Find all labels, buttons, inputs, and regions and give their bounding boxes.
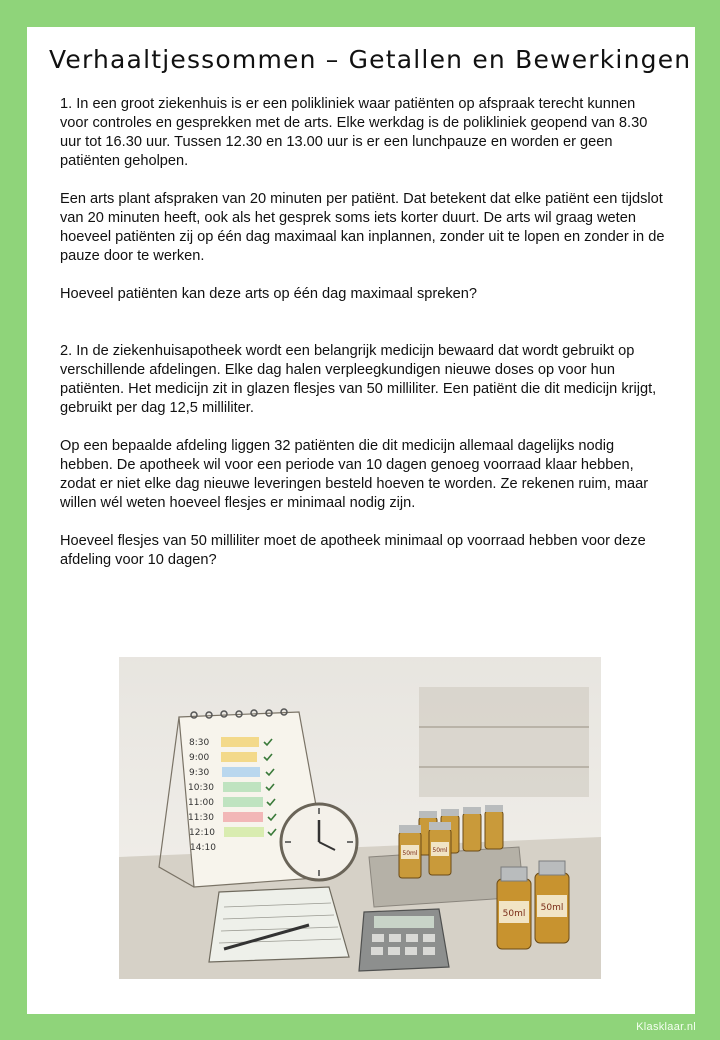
vial-label: 50ml: [502, 909, 526, 919]
vial-icon: [497, 867, 531, 949]
clipboard-icon: [209, 887, 349, 962]
problem-2-paragraph-2: Op een bepaalde afdeling liggen 32 patiënten die dit medicijn allemaal dagelijks nodig hebben. De apotheek wil voor een periode van 10 dagen genoeg voorraad klaar hebben, zodat er niet elke dag nieuwe leveringen besteld hoeven te worden. Ze rekenen ruim, maar willen wél weten hoeveel flesjes er minimaal nodig zijn.: [60, 438, 649, 511]
problem-1: [60, 95, 666, 304]
clock-icon: [281, 804, 357, 880]
problem-2: [60, 342, 666, 570]
time-label: 9:30: [189, 768, 210, 778]
problem-1-paragraph-1: 1. In een groot ziekenhuis is er een polikliniek waar patiënten op afspraak terecht kunnen voor controles en gesprekken met de arts. Elke werkdag is de polikliniek geopend van 8.30 uur tot 16.30 uur. Tussen 12.30 en 13.00 uur is er een lunchpauze en worden er geen patiënten geholpen.: [60, 96, 648, 169]
problem-2-question: Hoeveel flesjes van 50 milliliter moet de apotheek minimaal op voorraad hebben voor deze afdeling voor 10 dagen?: [60, 533, 646, 568]
time-label: 9:00: [189, 753, 210, 763]
time-label: 12:10: [189, 828, 215, 838]
worksheet-page: [27, 27, 695, 1014]
problems-content: [60, 95, 666, 570]
footer-brand: Klasklaar.nl: [636, 1021, 696, 1033]
calculator-icon: [359, 909, 449, 971]
hospital-illustration: [119, 657, 601, 979]
time-label: 11:30: [188, 813, 214, 823]
time-label: 11:00: [188, 798, 214, 808]
time-label: 14:10: [190, 843, 216, 853]
vial-label: 50ml: [402, 850, 418, 857]
vial-icon: [535, 861, 569, 943]
page-title: Verhaaltjessommen – Getallen en Bewerkingen: [49, 45, 692, 74]
time-label: 10:30: [188, 783, 214, 793]
problem-1-paragraph-2: Een arts plant afspraken van 20 minuten per patiënt. Dat betekent dat elke patiënt een tijdslot van 20 minuten heeft, ook als het gesprek soms iets korter duurt. De arts wil graag weten hoeveel patiënten zij op één dag maximaal kan inplannen, zonder uit te lopen en zonder in de pauze door te werken.: [60, 191, 665, 264]
vial-label: 50ml: [432, 847, 448, 854]
problem-1-question: Hoeveel patiënten kan deze arts op één dag maximaal spreken?: [60, 286, 477, 302]
time-label: 8:30: [189, 738, 210, 748]
problem-2-paragraph-1: 2. In de ziekenhuisapotheek wordt een belangrijk medicijn bewaard dat wordt gebruikt op verschillende afdelingen. Elke dag halen verpleegkundigen nieuwe doses op voor hun patiënten. Het medicijn zit in glazen flesjes van 50 milliliter. Een patiënt die dit medicijn krijgt, gebruikt per dag 12,5 milliliter.: [60, 343, 657, 416]
vial-label: 50ml: [540, 903, 564, 913]
